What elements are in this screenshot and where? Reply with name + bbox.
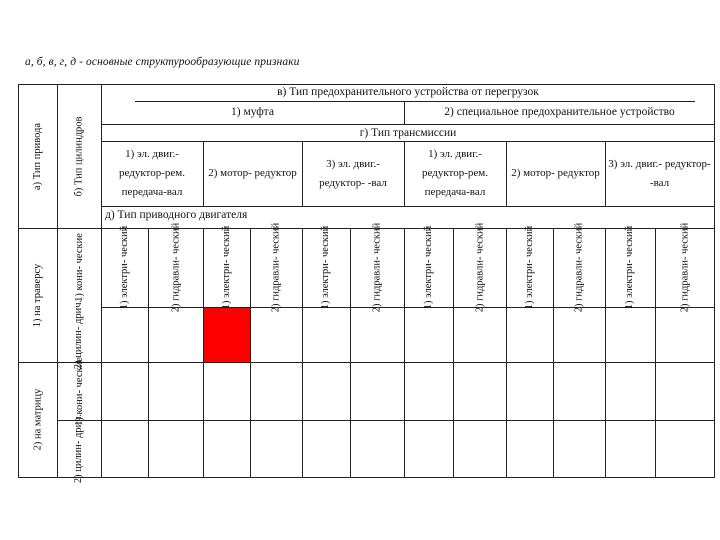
d-options-bottom: [101, 307, 715, 308]
g-options-bottom: [101, 206, 715, 207]
d-option: 1) электри- ческий: [221, 225, 232, 310]
g-divider-4: [506, 141, 507, 206]
d-option: 1) электри- ческий: [320, 225, 332, 310]
g-option: 2) мотор- редуктор: [208, 167, 297, 179]
header-b: б) Тип цилиндров: [73, 116, 85, 196]
row-b3-bottom: [57, 420, 715, 421]
g-header: г) Тип трансмиссии: [359, 127, 457, 139]
row-b-label: 2) цилин- дрич.: [73, 299, 85, 370]
v-header: в) Тип предохранительного устройства от перегрузок: [277, 86, 539, 98]
d-option: 1) электри- ческий: [524, 225, 535, 310]
header-a: а) Тип привода: [32, 122, 43, 190]
row-b-label: 1) кони- ческие: [73, 356, 85, 426]
v-options-bottom: [101, 124, 715, 125]
d-option: 2) гидравли- ческий: [170, 222, 181, 313]
row-b-label: 2) цилин- дрич.: [73, 413, 85, 484]
g-option: 1) эл. двиг.- редуктор-рем. передача-вал: [119, 148, 185, 198]
v-header-underline: [135, 101, 695, 102]
d-option: 2) гидравли- ческий: [573, 222, 585, 313]
table-bottom-border: [18, 477, 715, 478]
g-divider-5: [605, 141, 606, 206]
row-a-label: 2) на матрицу: [32, 388, 44, 451]
v-option-2: 2) специальное предохранительное устройство: [444, 106, 675, 118]
row-a-label: 1) на траверсу: [32, 263, 44, 327]
g-option: 3) эл. двиг.- редуктор- -вал: [319, 157, 387, 189]
g-divider-1: [203, 141, 204, 206]
d-option: 1) электри- ческий: [119, 225, 130, 310]
d-option: 2) гидравли- ческий: [679, 222, 690, 313]
d-option: 2) гидравли- ческий: [474, 222, 485, 313]
table-top-border: [18, 84, 715, 85]
g-divider-2: [302, 141, 303, 206]
caption: а, б, в, г, д - основные структурообразующие признаки: [25, 56, 300, 68]
g-divider-3: [404, 141, 405, 206]
row-a1-bottom: [18, 362, 715, 363]
d-option: 2) гидравли- ческий: [371, 222, 383, 313]
d-option: 1) электри- ческий: [624, 225, 636, 310]
d-header: д) Тип приводного двигателя: [105, 209, 248, 221]
d-option: 2) гидравли- ческий: [270, 222, 282, 313]
table-right-border: [714, 84, 715, 478]
v-option-1: 1) муфта: [231, 106, 274, 118]
d-option: 1) электри- ческий: [423, 225, 434, 310]
highlighted-cell: [204, 308, 250, 362]
g-option: 2) мотор- редуктор: [511, 167, 600, 179]
g-option: 3) эл. двиг.- редуктор- -вал: [608, 157, 711, 189]
row-b-label: 1) кони- ческие: [73, 233, 85, 302]
g-option: 1) эл. двиг.- редуктор-рем. передача-вал: [422, 148, 488, 198]
